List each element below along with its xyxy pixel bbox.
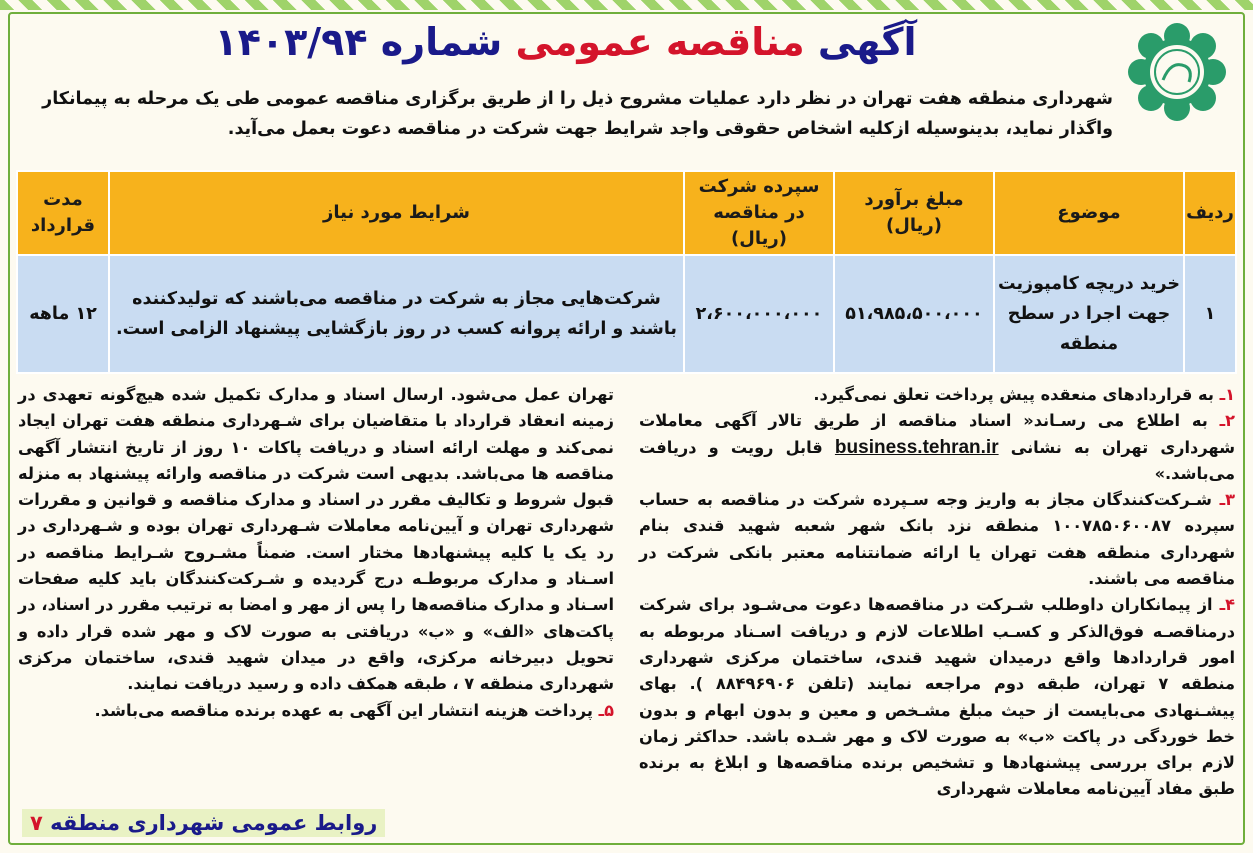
term-text: شـرکت‌کنندگان مجاز به واریز وجه سـپرده شرکت در مناقصه به حساب سپرده ۱۰۰۷۸۵۰۶۰۰۸۷ منطقه نزد بانک شهر شعبه شهید قندی بنام شهرداری منطقه هفت تهران یا ارائه ضمانتنامه معتبر بانکی شرکت در مناقصه می باشند. (639, 490, 1235, 589)
term-text: از پیمانکاران داوطلب شـرکت در مناقصه‌ها دعوت می‌شـود برای شرکت درمناقصـه فوق‌الذکر و کسـب اطلاعات لازم و دریافت اسـناد مربوطه به امور قراردادها واقع درمیدان شهید قندی، ساختمان مرکزی شهرداری منطقه ۷ تهران، طبقه دوم مراجعه نمایند (تلفن ۸۸۴۹۶۹۰۶ ). بهای پیشـنهادی می‌بایست از حیث مبلغ مشـخص و معین و بدون ابهام و بدون خط خوردگی در پاکت «ب» به صورت لاک و مهر شـده باشد. حداکثر زمان لازم برای بررسی پیشنهادها و تشخیص برنده مناقصه‌ها و ابلاغ به برنده طبق مفاد آیین‌نامه معاملات شهرداری (639, 595, 1235, 799)
table-header-row (17, 171, 1236, 255)
term-text: به اطلاع می رسـاند« اسناد مناقصه از طریق تالار آگهی معاملات شهرداری تهران به نشانی (639, 411, 1235, 457)
intro-rest: در نظر دارد عملیات مشروح ذیل را از طریق برگزاری مناقصه عمومی طی یک مرحله به پیمانکار واگذار نماید، بدینوسیله ازکلیه اشخاص حقوقی واجد شرایط جهت شرکت در مناقصه دعوت بعمل می‌آید. (42, 89, 1113, 139)
term-1 (639, 382, 1235, 408)
header-cell: ردیف (1184, 171, 1236, 255)
footer-number: ۷ (30, 811, 43, 835)
term-number: ۴ـ (1219, 595, 1235, 615)
term-number: ۱ـ (1219, 385, 1235, 404)
terms-section (18, 382, 1235, 822)
public-relations-footer (22, 809, 385, 837)
tender-table (16, 170, 1237, 374)
title-part-2: مناقصه عمومی (515, 20, 805, 64)
header-cell: موضوع (994, 171, 1184, 255)
row-duration: ۱۲ ماهه (17, 255, 109, 373)
footer-text: روابط عمومی شهرداری منطقه (42, 811, 378, 835)
tehran-municipality-logo-icon (1127, 22, 1227, 122)
intro-bold: شهرداری منطقه هفت تهران (862, 89, 1113, 109)
term-2 (639, 408, 1235, 487)
row-deposit: ۲،۶۰۰،۰۰۰،۰۰۰ (684, 255, 834, 373)
terms-left-column (18, 382, 614, 724)
page-title (18, 18, 1113, 66)
term-text: به قراردادهای منعقده پیش پرداخت تعلق نمی‌گیرد. (813, 385, 1220, 404)
term-text: قابل رویت و دریافت می‌باشد.» (639, 437, 1235, 483)
top-stripe (0, 0, 1253, 10)
header-cell: سپرده شرکت در مناقصه (ریال) (684, 171, 834, 255)
term-4-continued: تهران عمل می‌شود. ارسال اسناد و مدارک تکمیل شده هیچ‌گونه تعهدی در زمینه انعقاد قرارداد با متقاضیان برای شـهرداری منطقه هفت تهران ایجاد نمی‌کند و مهلت ارائه اسناد و دریافت پاکات ۱۰ روز از تاریخ انتشار آگهی مناقصه ها می‌باشد. بدیهی است شرکت در مناقصه وارائه پیشنهاد به منزله قبول شروط و تکالیف مقرر در اسناد و مدارک مناقصه و قوانین و مقررات شهرداری تهران و آیین‌نامه معاملات شـهرداری تهران بوده و شـهرداری در رد یک یا کلیه پیشنهادها مختار است. ضمناً مشـروح شـرایط مناقصه در اسـناد و مدارک مربوطـه درج گردیده و شـرکت‌کنندگان باید کلیه صفحات اسـناد و مدارک مناقصه‌ها را پس از مهر و امضا به ترتیب مقرر در اسناد، در پاکت‌های «الف» و «ب» دریافتی به صورت لاک و مهر شده قرار داده و تحویل دبیرخانه مرکزی، واقع در میدان شهید قندی، ساختمان مرکزی شهرداری منطقه ۷ ، طبقه همکف داده و رسید دریافت نمایند. (18, 385, 614, 694)
title-part-1: آگهی (804, 20, 917, 64)
header-cell: شرایط مورد نیاز (109, 171, 684, 255)
intro-text (18, 84, 1113, 144)
term-number: ۲ـ (1219, 411, 1235, 431)
term-number: ۵ـ (598, 700, 614, 720)
term-4 (639, 592, 1235, 802)
row-subject: خرید دریچه کامپوزیت جهت اجرا در سطح منطقه (994, 255, 1184, 373)
header (18, 18, 1113, 66)
term-5 (18, 698, 614, 724)
header-cell: مبلغ برآورد (ریال) (834, 171, 994, 255)
business-site-link[interactable]: business.tehran.ir (834, 436, 999, 458)
term-3 (639, 487, 1235, 592)
row-conditions: شرکت‌هایی مجاز به شرکت در مناقصه می‌باشند که تولیدکننده باشند و ارائه پروانه کسب در روز بازگشایی پیشنهاد الزامی است. (109, 255, 684, 373)
table-row (17, 255, 1236, 373)
row-estimate: ۵۱،۹۸۵،۵۰۰،۰۰۰ (834, 255, 994, 373)
title-part-3: شماره ۱۴۰۳/۹۴ (214, 20, 516, 64)
term-number: ۳ـ (1219, 490, 1235, 510)
header-cell: مدت قرارداد (17, 171, 109, 255)
row-number: ۱ (1184, 255, 1236, 373)
terms-right-column (639, 382, 1235, 803)
term-text: پرداخت هزینه انتشار این آگهی به عهده برنده مناقصه می‌باشد. (94, 700, 599, 720)
